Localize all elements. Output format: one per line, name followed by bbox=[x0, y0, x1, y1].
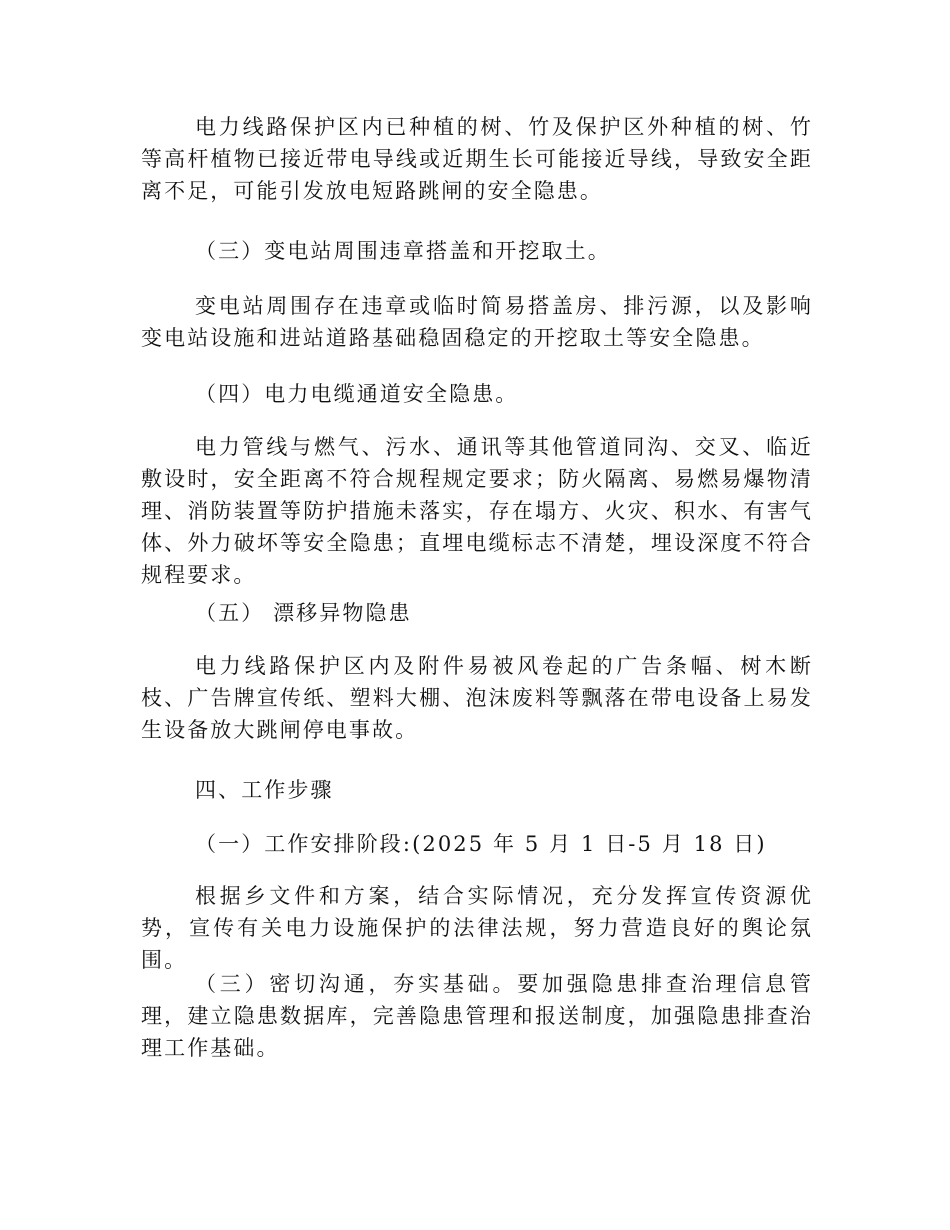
heading-substation: （三）变电站周围违章搭盖和开挖取土。 bbox=[195, 239, 611, 263]
heading-work-arrangement-stage: （一）工作安排阶段:(2025 年 5 月 1 日-5 月 18 日) bbox=[195, 832, 767, 856]
heading-floating-objects: （五） 漂移异物隐患 bbox=[195, 601, 412, 625]
heading-work-steps: 四、工作步骤 bbox=[195, 778, 334, 802]
paragraph-communication: （三）密切沟通，夯实基础。要加强隐患排查治理信息管理，建立隐患数据库，完善隐患管理和报送制度，加强隐患排查治理工作基础。 bbox=[141, 972, 813, 1060]
paragraph-substation: 变电站周围存在违章或临时简易搭盖房、排污源，以及影响变电站设施和进站道路基础稳固稳定的开挖取土等安全隐患。 bbox=[141, 294, 813, 350]
heading-cable-channel: （四）电力电缆通道安全隐患。 bbox=[195, 382, 519, 406]
paragraph-publicity: 根据乡文件和方案，结合实际情况，充分发挥宣传资源优势，宣传有关电力设施保护的法律法规，努力营造良好的舆论氛围。 bbox=[141, 884, 813, 972]
paragraph-floating-objects: 电力线路保护区内及附件易被风卷起的广告条幅、树木断枝、广告牌宣传纸、塑料大棚、泡沫废料等飘落在带电设备上易发生设备放大跳闸停电事故。 bbox=[141, 654, 813, 742]
paragraph-tree-hazard: 电力线路保护区内已种植的树、竹及保护区外种植的树、竹等高杆植物已接近带电导线或近期生长可能接近导线，导致安全距离不足，可能引发放电短路跳闸的安全隐患。 bbox=[141, 115, 813, 203]
paragraph-cable-channel: 电力管线与燃气、污水、通讯等其他管道同沟、交叉、临近敷设时，安全距离不符合规程规定要求；防火隔离、易燃易爆物清理、消防装置等防护措施未落实，存在塌方、火灾、积水、有害气体、外力破坏等安全隐患；直埋电缆标志不清楚，埋设深度不符合规程要求。 bbox=[141, 435, 813, 587]
